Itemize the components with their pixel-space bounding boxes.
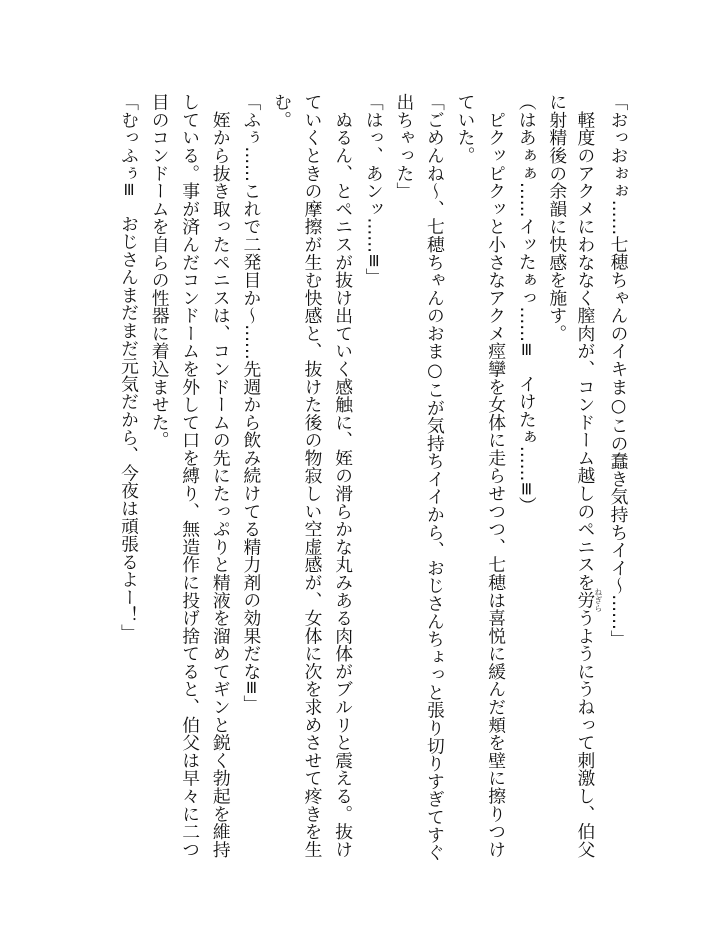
text-line: ピクッピクッと小さなアクメ痙攣を女体に走らせつつ、七穂は喜悦に緩んだ頬を壁に擦りつけ (485, 93, 507, 858)
text-line: している。事が済んだコンドームを外して口を縛り、無造作に投げ捨てると、伯父は早々に二つ (179, 93, 201, 858)
ruby-text: ねぎら (593, 588, 603, 613)
text-line: 「ごめんね～、七穂ちゃんのおま○こが気持ちイイから、おじさんちょっと張り切りすぎてすぐ (424, 93, 446, 862)
text-line: 「おっおぉぉ……七穂ちゃんのイキま○この蠢き気持ちイイ～……」 (608, 93, 629, 648)
text-line: ていた。 (455, 93, 477, 165)
text-line: ぬるん、とペニスが抜け出ていく感触に、姪の滑らかな丸みある肉体がブルリと震える。抜け (332, 93, 354, 858)
text-line: 「はっ、あンッ……≡」 (363, 93, 385, 286)
text-segment: うようにうねって刺激し、伯父 (574, 608, 596, 858)
text-line: に射精後の余韻に快感を施す。 (546, 93, 568, 343)
text-line: （はあぁぁ……イッたぁっ……≡ イけたぁ……≡） (516, 93, 538, 515)
ruby-annotation (574, 588, 603, 613)
vertical-text-page (112, 93, 633, 862)
text-line: 目のコンドームを自らの性器に着込ませた。 (149, 93, 171, 449)
text-line: 「ふぅ……これで二発目か～……先週から飲み続けてる精力剤の効果だな≡」 (240, 93, 262, 713)
text-line: ていくときの摩擦が生む快感と、抜けた後の物寂しい空虚感が、女体に次を求めさせて疼きを生 (302, 93, 324, 858)
text-line: 「むっふぅ≡ おじさんまだまだ元気だから、今夜は頑張るよー！」 (118, 93, 140, 642)
text-segment: 軽度のアクメにわななく膣肉が、コンドーム越しのペニスを (574, 93, 596, 592)
text-line: 出ちゃった」 (393, 93, 415, 200)
text-line: 姪から抜き取ったペニスは、コンドームの先にたっぷりと精液を溜めてギンと鋭く勃起を維持 (210, 93, 232, 858)
ruby-base: 労 (574, 588, 596, 613)
text-line (572, 93, 603, 858)
text-line: む。 (271, 93, 293, 129)
